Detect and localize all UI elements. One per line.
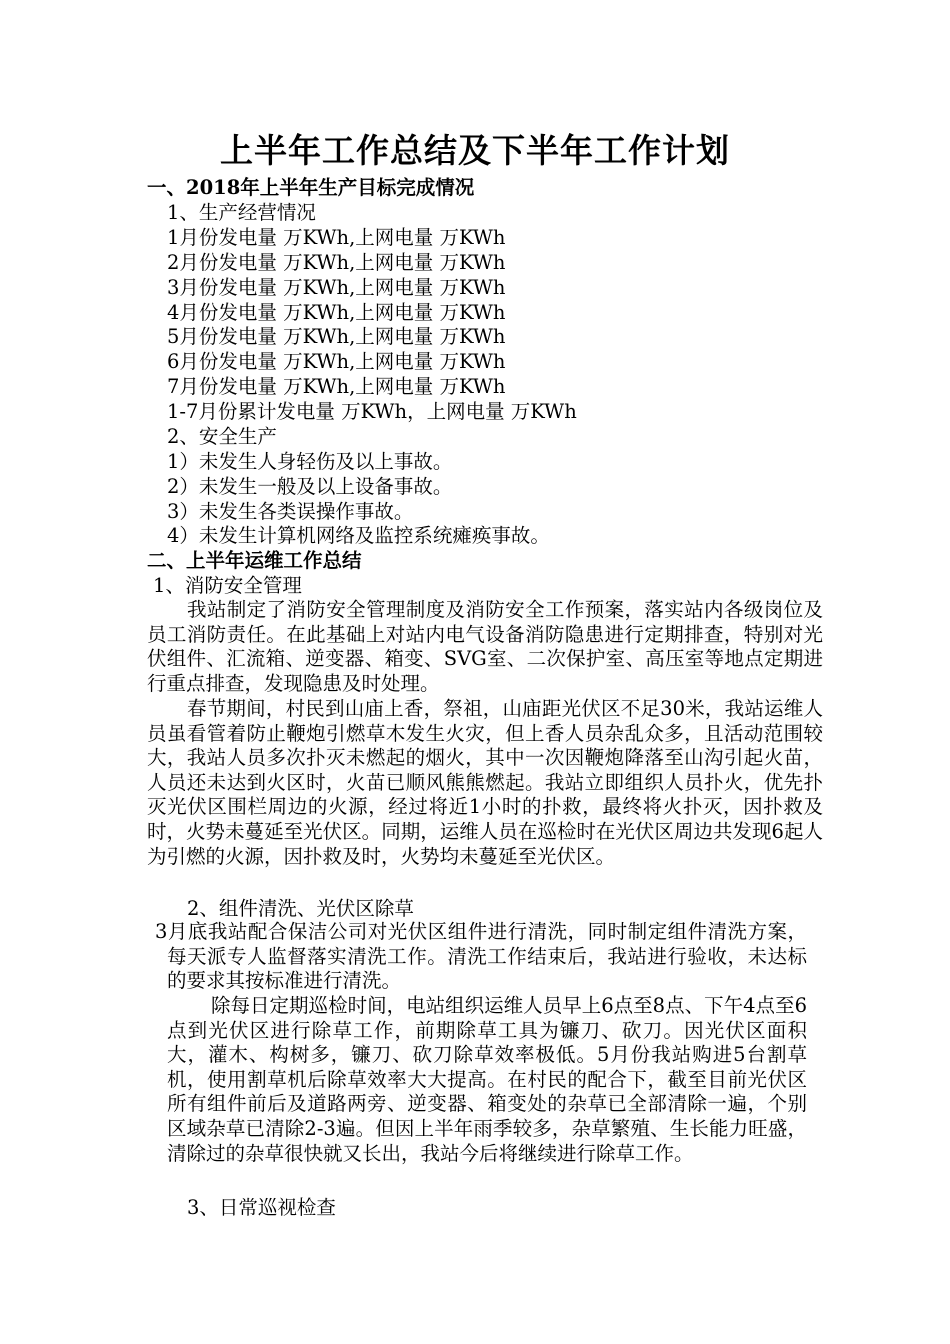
safety-item: 1）未发生人身轻伤及以上事故。 [167,450,453,473]
month-line: 5月份发电量 万KWh,上网电量 万KWh [167,325,506,348]
month-line: 7月份发电量 万KWh,上网电量 万KWh [167,375,506,398]
cumulative-line: 1-7月份累计发电量 万KWh，上网电量 万KWh [167,400,577,423]
month-line: 4月份发电量 万KWh,上网电量 万KWh [167,301,506,324]
paragraph: 我站制定了消防安全管理制度及消防安全工作预案，落实站内各级岗位及员工消防责任。在此基础上对站内电气设备消防隐患进行定期排查，特别对光伏组件、汇流箱、逆变器、箱变、SVG室、二次保护室、高压室等地点定期进行重点排查，发现隐患及时处理。 [147,598,823,695]
month-line: 3月份发电量 万KWh,上网电量 万KWh [167,276,506,299]
paragraph: 春节期间，村民到山庙上香，祭祖，山庙距光伏区不足30米，我站运维人员虽看管着防止鞭炮引燃草木发生火灾，但上香人员杂乱众多，且活动范围较大，我站人员多次扑灭未燃起的烟火，其中一次因鞭炮降落至山沟引起火苗，人员还未达到火区时，火苗已顺风熊熊燃起。我站立即组织人员扑火，优先扑灭光伏区围栏周边的火源，经过将近1小时的扑救，最终将火扑灭，因扑救及时，火势未蔓延至光伏区。同期，运维人员在巡检时在光伏区周边共发现6起人为引燃的火源，因扑救及时，火势均未蔓延至光伏区。 [147,697,823,868]
paragraph: 3月底我站配合保洁公司对光伏区组件进行清洗，同时制定组件清洗方案，每天派专人监督落实清洗工作。清洗工作结束后，我站进行验收，未达标的要求其按标准进行清洗。 [155,920,807,993]
subsection-inspection: 3、日常巡视检查 [187,1196,336,1219]
subsection-cleaning: 2、组件清洗、光伏区除草 [187,897,414,920]
paragraph: 除每日定期巡检时间，电站组织运维人员早上6点至8点、下午4点至6点到光伏区进行除草工作，前期除草工具为镰刀、砍刀。因光伏区面积大，灌木、构树多，镰刀、砍刀除草效率极低。5月份我站购进5台割草机，使用割草机后除草效率大大提高。在村民的配合下，截至目前光伏区所有组件前后及道路两旁、逆变器、箱变处的杂草已全部清除一遍，个别区域杂草已清除2-3遍。但因上半年雨季较多，杂草繁殖、生长能力旺盛，清除过的杂草很快就又长出，我站今后将继续进行除草工作。 [167,994,807,1165]
safety-item: 3）未发生各类误操作事故。 [167,500,414,523]
section-2-heading: 二、上半年运维工作总结 [147,549,362,572]
section-1-heading: 一、2018年上半年生产目标完成情况 [147,176,475,199]
subsection-production: 1、生产经营情况 [167,201,316,224]
subsection-safety: 2、安全生产 [167,425,277,448]
document-title: 上半年工作总结及下半年工作计划 [220,131,730,170]
month-line: 6月份发电量 万KWh,上网电量 万KWh [167,350,506,373]
safety-item: 4）未发生计算机网络及监控系统瘫痪事故。 [167,524,550,547]
subsection-fire-safety: 1、消防安全管理 [153,574,302,597]
safety-item: 2）未发生一般及以上设备事故。 [167,475,453,498]
month-line: 1月份发电量 万KWh,上网电量 万KWh [167,226,506,249]
month-line: 2月份发电量 万KWh,上网电量 万KWh [167,251,506,274]
